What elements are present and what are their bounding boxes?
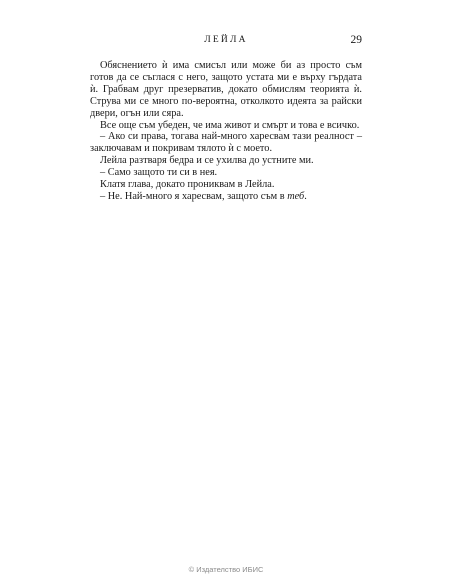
paragraph-7	[90, 191, 362, 203]
running-head	[90, 34, 362, 48]
paragraph-6: Клатя глава, докато прониквам в Лейла.	[100, 179, 275, 191]
emphasis-word: теб	[287, 190, 305, 202]
running-title: ЛЕЙЛА	[204, 35, 248, 45]
paragraph-5: – Само защото ти си в нея.	[100, 167, 218, 179]
publisher-footer: © Издателство ИБИС	[188, 565, 264, 574]
paragraph-7-end: .	[304, 190, 307, 202]
paragraph-4: Лейла разтваря бедра и се ухилва до устните ми.	[100, 155, 314, 167]
paragraph-1: Обяснението ѝ има смисъл или може би аз просто съм готов да се съглася с него, защото устата ми е върху гърдата ѝ. Грабвам друг презерватив, докато обмислям теорията ѝ. Струва ми се много по-вероятна, отколкото идеята за райски двери, огън или сяра.	[90, 60, 362, 119]
paragraph-3: – Ако си права, тогава най-много харесвам тази реалност – заключавам и покривам тялото ѝ с моето.	[90, 131, 362, 155]
paragraph-7-text: – Не. Най-много я харесвам, защото съм в	[100, 190, 288, 202]
page-number: 29	[350, 34, 362, 46]
paragraph-2: Все още съм убеден, че има живот и смърт и това е всичко.	[100, 119, 360, 131]
body-text	[90, 60, 362, 203]
